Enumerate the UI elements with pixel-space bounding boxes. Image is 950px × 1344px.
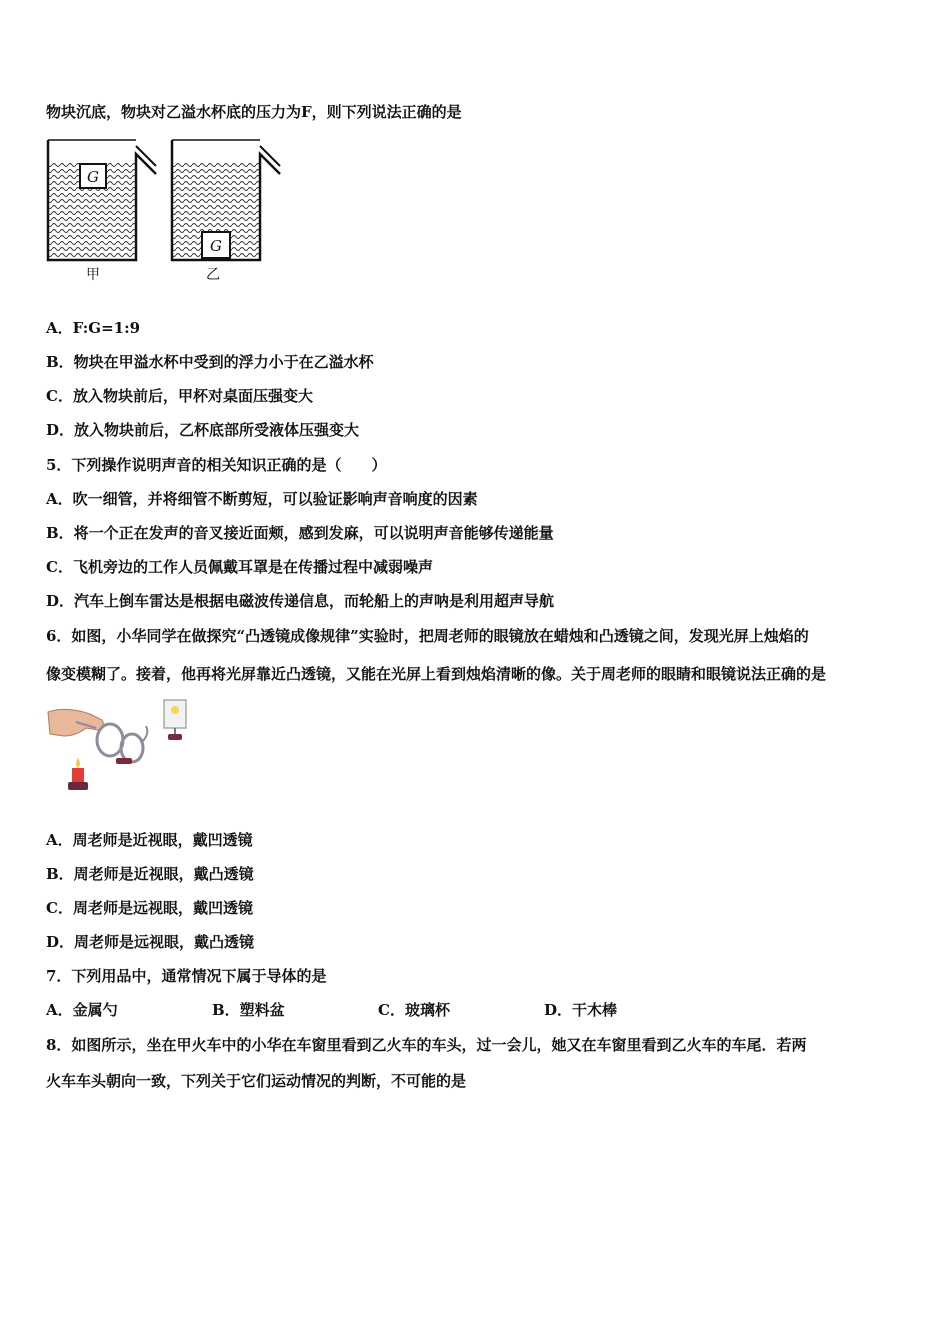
q4-stem-tail: 物块沉底，物块对乙溢水杯底的压力为F，则下列说法正确的是 xyxy=(46,103,462,121)
overflow-cups-figure xyxy=(44,132,174,292)
q8-stem-line2: 火车车头朝向一致，下列关于它们运动情况的判断，不可能的是 xyxy=(46,1072,467,1090)
q5-option-d: D．汽车上倒车雷达是根据电磁波传递信息，而轮船上的声呐是利用超声导航 xyxy=(46,592,555,610)
q8-stem-line1: 8．如图所示，坐在甲火车中的小华在车窗里看到乙火车的车头，过一会儿，她又在车窗里看到乙火车的车尾．若两 xyxy=(46,1036,807,1054)
q5-option-c: C．飞机旁边的工作人员佩戴耳罩是在传播过程中减弱噪声 xyxy=(46,558,433,576)
q5-stem: 5．下列操作说明声音的相关知识正确的是（ ） xyxy=(46,456,387,474)
q7-options-row xyxy=(46,1000,617,1020)
cup-left xyxy=(48,140,156,260)
q6-option-d: D．周老师是远视眼，戴凸透镜 xyxy=(46,933,255,951)
cup-right xyxy=(172,140,280,260)
overflow-cups-figure-right xyxy=(168,132,298,292)
q6-stem-line2: 像变模糊了。接着，他再将光屏靠近凸透镜，又能在光屏上看到烛焰清晰的像。关于周老师的眼睛和眼镜说法正确的是 xyxy=(46,665,827,683)
cup-left-label: 甲 xyxy=(86,267,100,283)
cup-right-label: 乙 xyxy=(206,267,220,283)
q5-option-a: A．吹一细管，并将细管不断剪短，可以验证影响声音响度的因素 xyxy=(46,490,478,508)
q7-option-c: C．玻璃杯 xyxy=(378,1001,450,1019)
q4-option-c: C．放入物块前后，甲杯对桌面压强变大 xyxy=(46,387,313,405)
q6-option-b: B．周老师是近视眼，戴凸透镜 xyxy=(46,865,254,883)
q7-option-b: B．塑料盆 xyxy=(212,1001,285,1019)
q6-stem-line1: 6．如图，小华同学在做探究“凸透镜成像规律”实验时，把周老师的眼镜放在蜡烛和凸透镜之间，发现光屏上烛焰的 xyxy=(46,627,809,645)
q7-option-a: A．金属勺 xyxy=(46,1001,118,1019)
block-label-left: G xyxy=(87,168,99,186)
block-label-right: G xyxy=(210,237,222,255)
q4-option-b: B．物块在甲溢水杯中受到的浮力小于在乙溢水杯 xyxy=(46,353,374,371)
q7-option-d: D．干木棒 xyxy=(544,1001,618,1019)
q4-option-d: D．放入物块前后，乙杯底部所受液体压强变大 xyxy=(46,421,360,439)
lens-experiment-figure xyxy=(46,696,196,796)
q6-option-a: A．周老师是近视眼，戴凹透镜 xyxy=(46,831,253,849)
q4-option-a: A．F:G=1:9 xyxy=(46,319,141,337)
q6-option-c: C．周老师是远视眼，戴凹透镜 xyxy=(46,899,253,917)
q7-stem: 7．下列用品中，通常情况下属于导体的是 xyxy=(46,967,327,985)
q5-option-b: B．将一个正在发声的音叉接近面颊，感到发麻，可以说明声音能够传递能量 xyxy=(46,524,554,542)
